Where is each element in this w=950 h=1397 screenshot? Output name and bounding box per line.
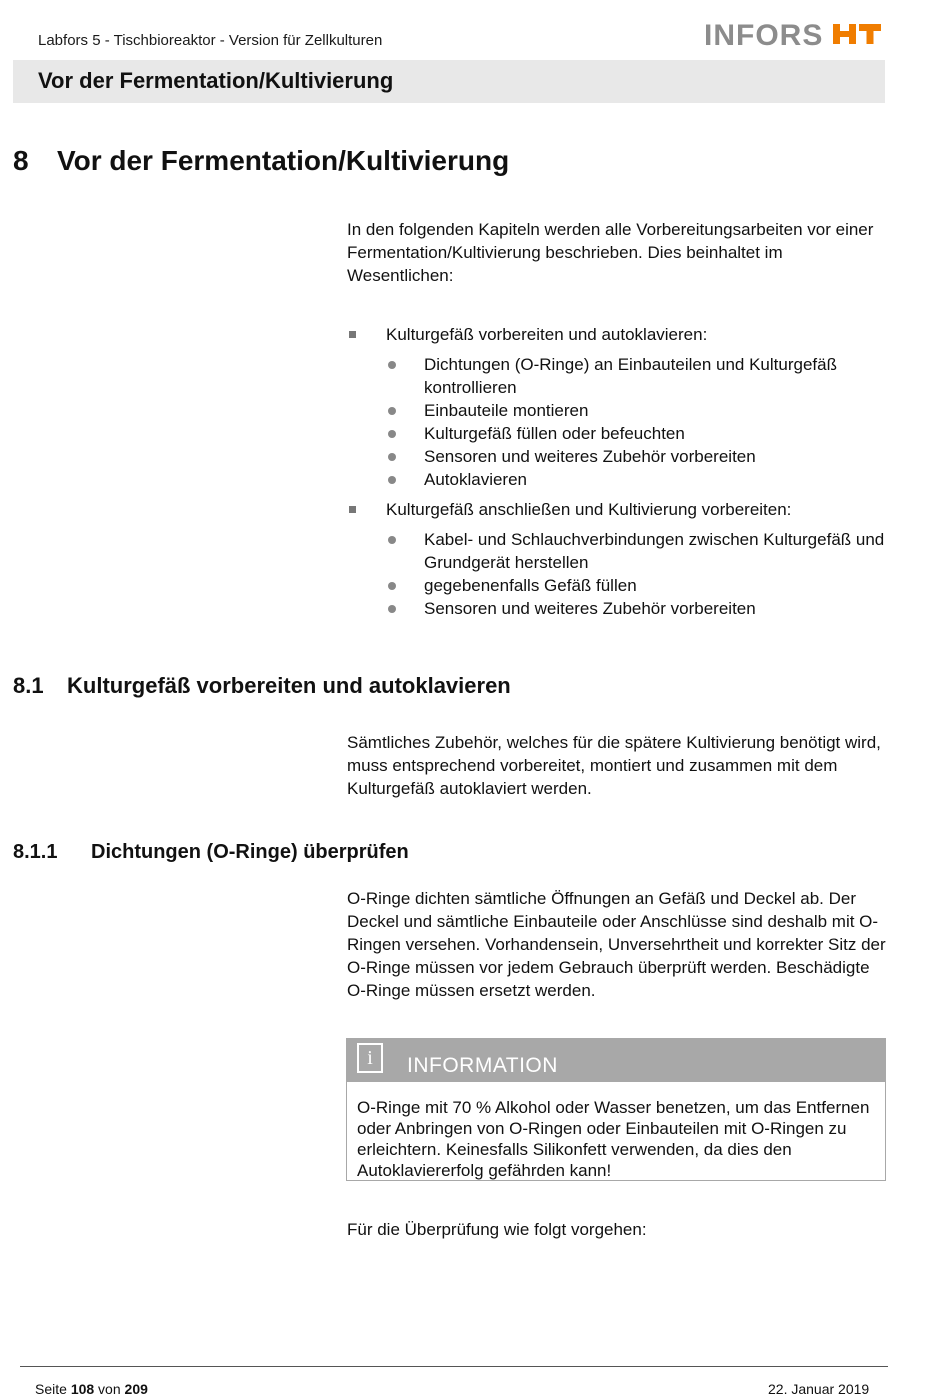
round-bullet-icon	[388, 453, 396, 461]
page-prefix: Seite	[35, 1381, 71, 1397]
footer-divider	[20, 1366, 888, 1367]
sub-list-item-text: Kabel- und Schlauchverbindungen zwischen Kulturgefäß und Grundgerät herstellen	[424, 530, 885, 572]
sub-list-item-text: Dichtungen (O-Ringe) an Einbauteilen und Kulturgefäß kontrollieren	[424, 355, 837, 397]
sub-list-item-text: Sensoren und weiteres Zubehör vorbereiten	[424, 447, 756, 466]
subsection-title: Dichtungen (O-Ringe) überprüfen	[91, 841, 409, 863]
information-title: INFORMATION	[407, 1054, 558, 1077]
sub-list-item	[386, 353, 892, 399]
section-text: Sämtliches Zubehör, welches für die spätere Kultivierung benötigt wird, muss entsprechend vorbereitet, montiert und zusammen mit dem Kulturgefäß autoklaviert werden.	[347, 733, 881, 798]
chapter-intro: In den folgenden Kapiteln werden alle Vorbereitungsarbeiten vor einer Fermentation/Kultivierung beschrieben. Dies beinhaltet im Wesentlichen:	[347, 220, 874, 285]
preparation-list	[347, 323, 892, 627]
information-text: O-Ringe mit 70 % Alkohol oder Wasser benetzen, um das Entfernen oder Anbringen von O-Ringen oder Einbauteilen mit O-Ringen zu erleichtern. Keinesfalls Silikonfett verwenden, da dies den Autoklaviererfolg gefährden kann!	[357, 1098, 870, 1180]
sub-list-item-text: Einbauteile montieren	[424, 401, 589, 420]
document-date: 22. Januar 2019	[768, 1381, 870, 1397]
section-number: 8.1	[13, 673, 44, 698]
round-bullet-icon	[388, 407, 396, 415]
sub-list-item-text: Autoklavieren	[424, 470, 528, 489]
round-bullet-icon	[388, 582, 396, 590]
chapter-number: 8	[13, 145, 29, 176]
sub-list-item-text: Kulturgefäß füllen oder befeuchten	[424, 424, 685, 443]
information-header	[347, 1039, 885, 1082]
page-separator: von	[94, 1381, 125, 1397]
sub-list-item	[386, 528, 892, 574]
brand-logo-mark	[831, 21, 883, 52]
sub-list-item	[386, 597, 892, 620]
sub-list-item	[386, 445, 892, 468]
sub-list-item	[386, 399, 892, 422]
document-subtitle: Labfors 5 - Tischbioreaktor - Version für Zellkulturen	[38, 32, 383, 49]
sub-list-item-text: Sensoren und weiteres Zubehör vorbereiten	[424, 599, 756, 618]
list-item	[347, 323, 892, 491]
brand-logo	[704, 20, 883, 52]
page-total: 209	[124, 1381, 148, 1397]
information-box	[346, 1038, 886, 1181]
list-item	[347, 498, 892, 620]
round-bullet-icon	[388, 361, 396, 369]
subsection-number: 8.1.1	[13, 841, 58, 863]
info-icon: i	[357, 1043, 383, 1073]
procedure-intro: Für die Überprüfung wie folgt vorgehen:	[347, 1220, 647, 1239]
round-bullet-icon	[388, 605, 396, 613]
square-bullet-icon	[349, 331, 356, 338]
subsection-text: O-Ringe dichten sämtliche Öffnungen an Gefäß und Deckel ab. Der Deckel und sämtliche Einbauteile oder Anschlüsse sind deshalb mit O-Ringen versehen. Vorhandensein, Unversehrtheit und korrekter Sitz der O-Ringe müssen vor jedem Gebrauch überprüft werden. Beschädigte O-Ringe müssen ersetzt werden.	[347, 889, 886, 1000]
chapter-heading	[13, 145, 509, 177]
list-item-label: Kulturgefäß anschließen und Kultivierung vorbereiten:	[386, 500, 792, 519]
round-bullet-icon	[388, 536, 396, 544]
page-number	[35, 1381, 148, 1397]
sub-list	[386, 353, 892, 491]
sub-list-item	[386, 574, 892, 597]
square-bullet-icon	[349, 506, 356, 513]
section-title: Kulturgefäß vorbereiten und autoklavieren	[67, 673, 511, 698]
sub-list	[386, 528, 892, 620]
sub-list-item-text: gegebenenfalls Gefäß füllen	[424, 576, 637, 595]
subsection-heading	[13, 841, 409, 864]
list-item-label: Kulturgefäß vorbereiten und autoklavieren:	[386, 325, 708, 344]
round-bullet-icon	[388, 476, 396, 484]
chapter-title: Vor der Fermentation/Kultivierung	[57, 145, 510, 176]
sub-list-item	[386, 468, 892, 491]
section-heading	[13, 673, 511, 699]
round-bullet-icon	[388, 430, 396, 438]
brand-logo-text: INFORS	[704, 19, 824, 52]
page-current: 108	[70, 1381, 95, 1397]
header-chapter-title: Vor der Fermentation/Kultivierung	[38, 68, 394, 93]
sub-list-item	[386, 422, 892, 445]
